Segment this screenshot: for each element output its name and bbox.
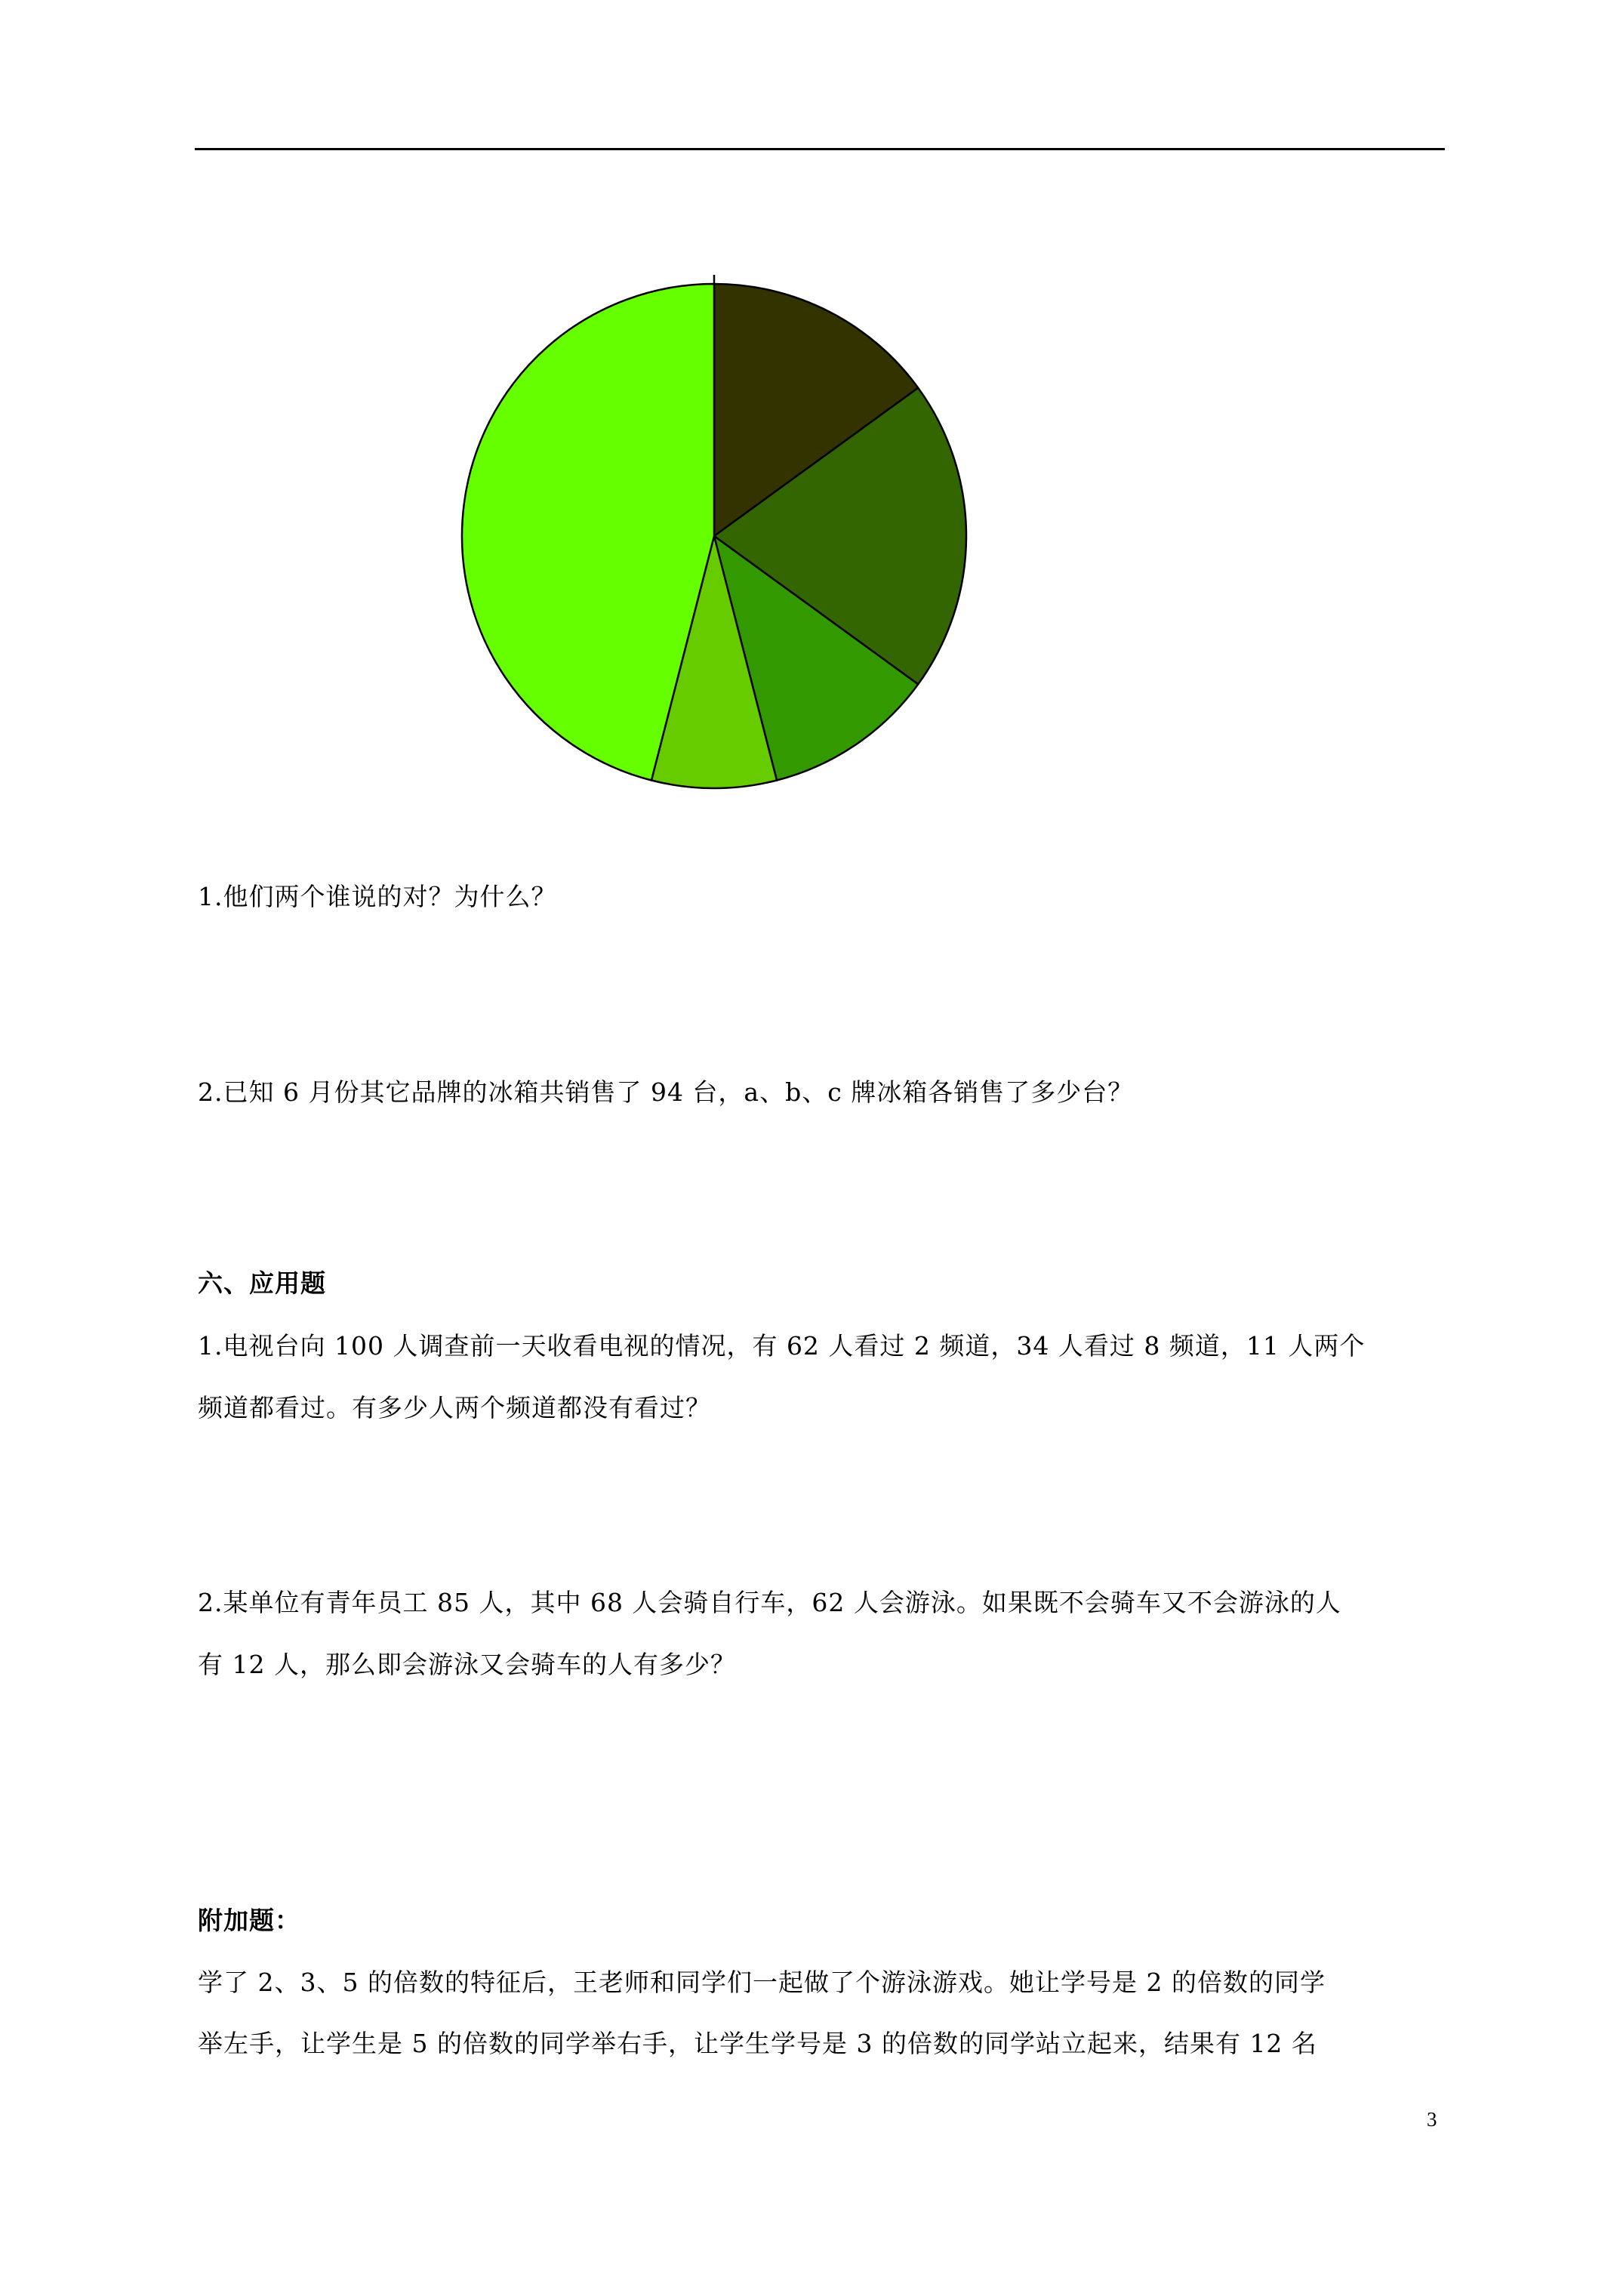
pie-chart <box>456 272 977 800</box>
problem-2-line-1: 2.某单位有青年员工 85 人，其中 68 人会骑自行车，62 人会游泳。如果既不会骑车又不会游泳的人 <box>198 1588 1341 1617</box>
page-number: 3 <box>1427 2108 1437 2131</box>
problem-2-line-2: 有 12 人，那么即会游泳又会骑车的人有多少？ <box>198 1650 736 1679</box>
bonus-heading: 附加题： <box>198 1906 300 1935</box>
problem-1-line-1: 1.电视台向 100 人调查前一天收看电视的情况，有 62 人看过 2 频道，34 人看过 8 频道，11 人两个 <box>198 1331 1366 1361</box>
question-1: 1.他们两个谁说的对？为什么？ <box>198 882 557 911</box>
bonus-line-2: 举左手，让学生是 5 的倍数的同学举右手，让学生学号是 3 的倍数的同学站立起来，结果有 12 名 <box>198 2029 1317 2058</box>
problem-1-line-2: 频道都看过。有多少人两个频道都没有看过？ <box>198 1393 711 1422</box>
header-rule <box>195 148 1445 150</box>
question-2: 2.已知 6 月份其它品牌的冰箱共销售了 94 台，a、b、c 牌冰箱各销售了多少台？ <box>198 1077 1134 1107</box>
bonus-line-1: 学了 2、3、5 的倍数的特征后，王老师和同学们一起做了个游泳游戏。她让学号是 2 的倍数的同学 <box>198 1968 1326 1997</box>
section-6-heading: 六、应用题 <box>198 1268 326 1298</box>
